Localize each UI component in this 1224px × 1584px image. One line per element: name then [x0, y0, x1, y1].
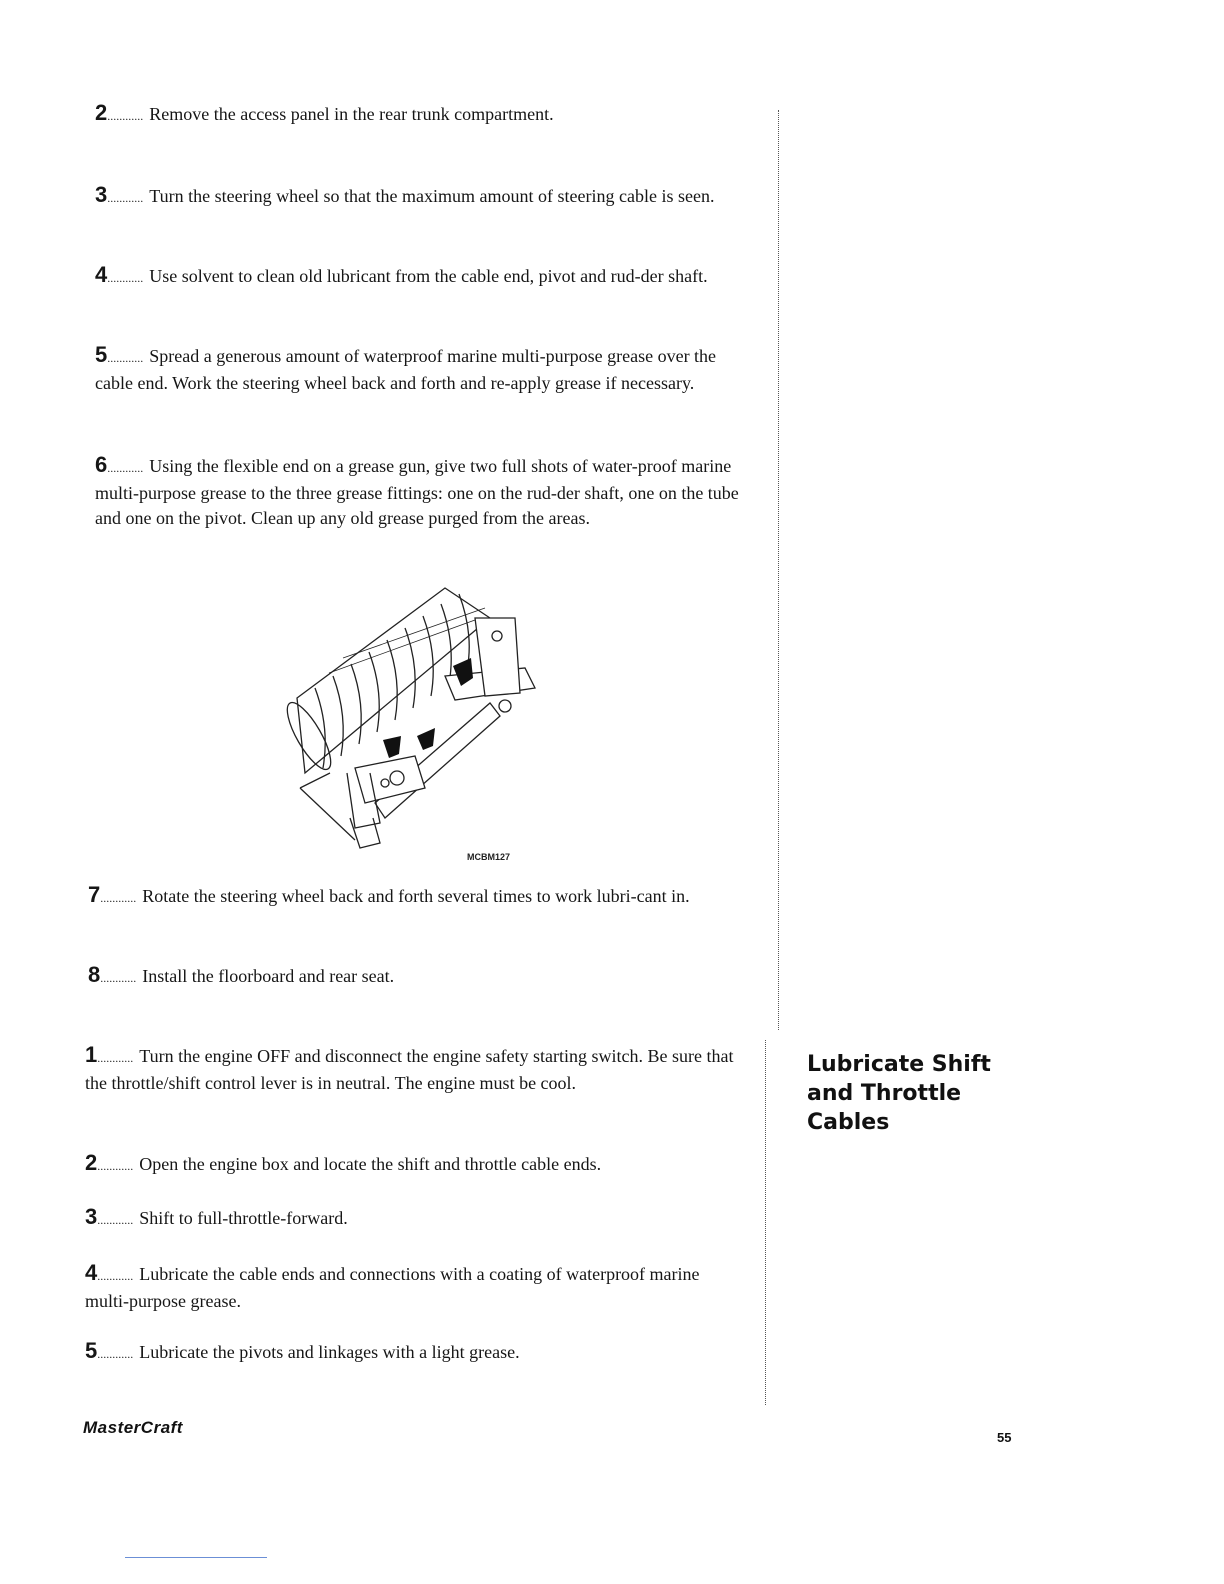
step-number: 6: [95, 452, 108, 477]
section-title: Lubricate Shift and Throttle Cables: [807, 1052, 991, 1135]
step-text: Rotate the steering wheel back and forth several times to work lubri-cant in.: [142, 886, 690, 906]
brand-logo: MasterCraft: [83, 1418, 183, 1437]
step-5-lower: [85, 1338, 735, 1367]
step-number: 4: [85, 1260, 98, 1285]
step-text: Shift to full-throttle-forward.: [139, 1208, 348, 1228]
step-text: Spread a generous amount of waterproof marine multi-purpose grease over the cable end. Work the steering wheel back and forth and re-apply grease if necessary.: [95, 346, 717, 393]
step-text: Use solvent to clean old lubricant from the cable end, pivot and rud-der shaft.: [149, 266, 708, 286]
step-3-lower: [85, 1204, 735, 1233]
leader-dots: ............: [100, 971, 137, 985]
step-7-upper: [88, 882, 743, 911]
bottom-rule: [125, 1557, 267, 1558]
steering-cable-illustration: [285, 578, 555, 858]
step-1-lower: [85, 1042, 735, 1096]
step-text: Lubricate the cable ends and connections with a coating of waterproof marine multi-purpose grease.: [85, 1264, 700, 1311]
step-text: Install the floorboard and rear seat.: [142, 966, 395, 986]
step-4-upper: [95, 262, 745, 291]
column-divider-lower: [765, 1040, 766, 1405]
step-4-lower: [85, 1260, 735, 1314]
leader-dots: ............: [97, 1051, 134, 1065]
step-text: Remove the access panel in the rear trunk compartment.: [149, 104, 554, 124]
leader-dots: ............: [107, 109, 144, 123]
figure-caption: MCBM127: [467, 852, 511, 862]
leader-dots: ............: [107, 271, 144, 285]
step-number: 3: [95, 182, 108, 207]
step-number: 2: [85, 1150, 98, 1175]
step-number: 4: [95, 262, 108, 287]
step-number: 1: [85, 1042, 98, 1067]
step-text: Using the flexible end on a grease gun, give two full shots of water-proof marine multi-purpose grease to the three grease fittings: one on the rud-der shaft, one on the tube and one on the pivot. Clean up any old grease purged from the areas.: [95, 456, 739, 528]
leader-dots: ............: [97, 1269, 134, 1283]
step-6-upper: [95, 452, 745, 531]
step-2-lower: [85, 1150, 735, 1179]
step-3-upper: [95, 182, 745, 211]
leader-dots: ............: [100, 891, 137, 905]
step-text: Turn the steering wheel so that the maximum amount of steering cable is seen.: [149, 186, 715, 206]
leader-dots: ............: [97, 1347, 134, 1361]
step-2-upper: [95, 100, 745, 129]
step-number: 3: [85, 1204, 98, 1229]
leader-dots: ............: [97, 1159, 134, 1173]
step-5-upper: [95, 342, 745, 396]
step-text: Open the engine box and locate the shift and throttle cable ends.: [139, 1154, 602, 1174]
step-8-upper: [88, 962, 743, 991]
leader-dots: ............: [97, 1213, 134, 1227]
steering-cable-drawing: [285, 578, 555, 858]
leader-dots: ............: [107, 351, 144, 365]
step-number: 2: [95, 100, 108, 125]
step-text: Turn the engine OFF and disconnect the engine safety starting switch. Be sure that the throttle/shift control lever is in neutral. The engine must be cool.: [85, 1046, 734, 1093]
leader-dots: ............: [107, 191, 144, 205]
page-number: 55: [997, 1430, 1012, 1445]
step-number: 8: [88, 962, 101, 987]
step-text: Lubricate the pivots and linkages with a light grease.: [139, 1342, 520, 1362]
column-divider: [778, 110, 779, 1030]
step-number: 5: [85, 1338, 98, 1363]
step-number: 5: [95, 342, 108, 367]
step-number: 7: [88, 882, 101, 907]
leader-dots: ............: [107, 461, 144, 475]
